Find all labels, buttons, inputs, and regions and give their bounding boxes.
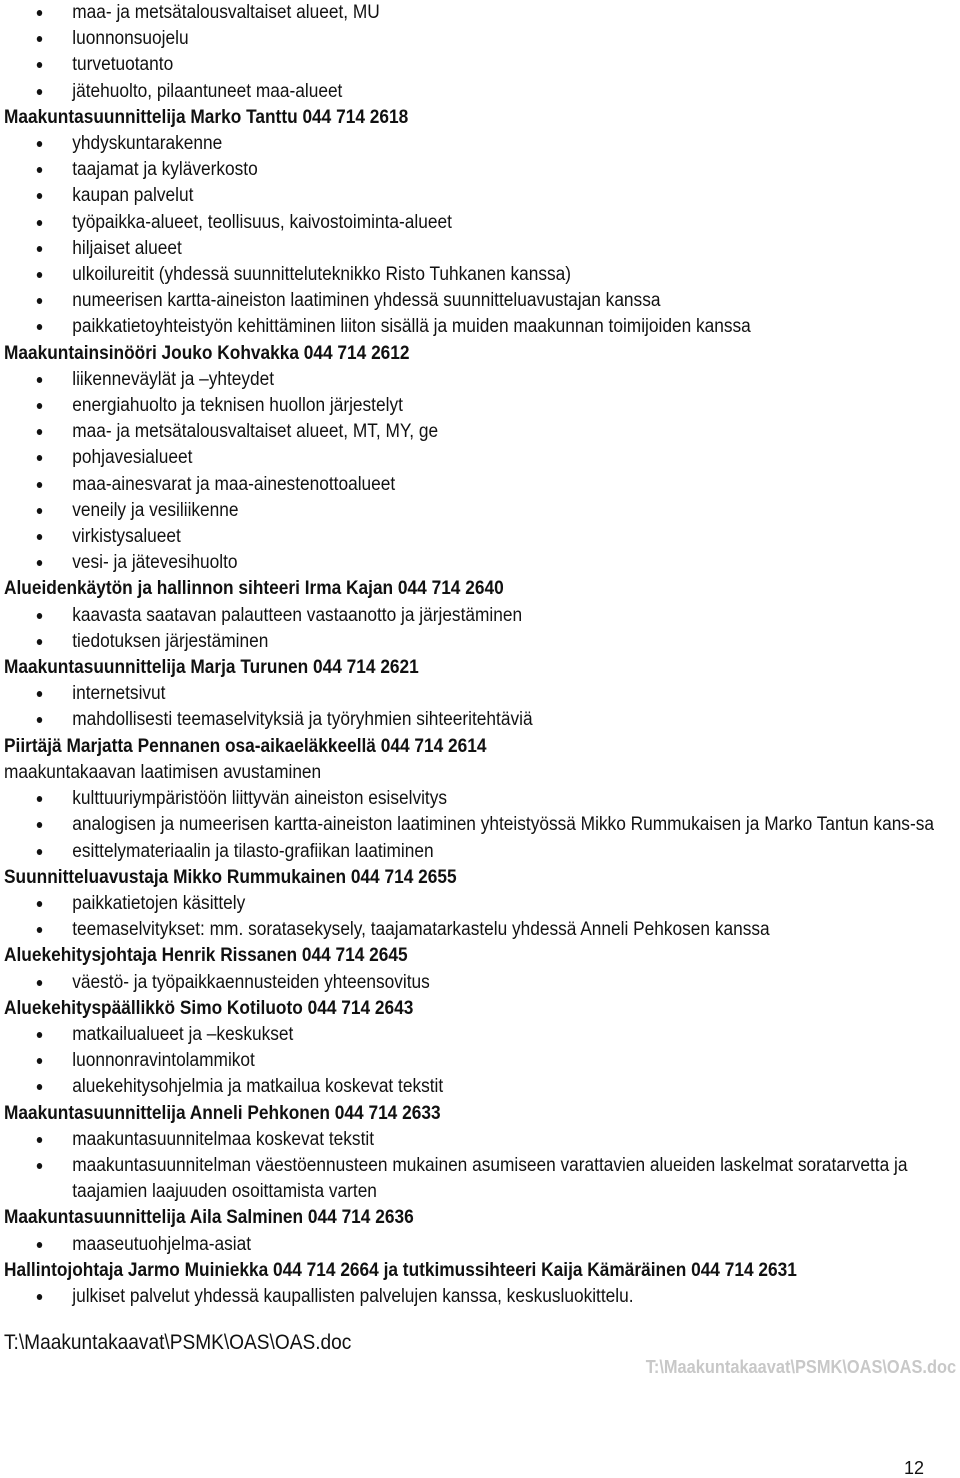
bullet-list-item <box>4 419 872 445</box>
bullet-dot-icon <box>37 849 42 855</box>
bullet-list-item <box>4 970 872 996</box>
bullet-text: maaseutuohjelma-asiat <box>72 1233 252 1255</box>
bullet-list-item <box>4 629 872 655</box>
bullet-list-item <box>4 917 872 943</box>
bullet-list-item <box>4 786 872 812</box>
bullet-list-item <box>4 236 872 262</box>
bullet-text: turvetuotanto <box>72 54 174 76</box>
bullet-list-item <box>4 839 872 865</box>
bullet-list-item <box>4 393 872 419</box>
bullet-dot-icon <box>37 246 42 252</box>
bullet-text: vesi- ja jätevesihuolto <box>72 552 238 574</box>
bullet-dot-icon <box>37 508 42 514</box>
bullet-list-item <box>4 79 872 105</box>
bullet-dot-icon <box>37 377 42 383</box>
bullet-list-item <box>4 603 872 629</box>
bullet-dot-icon <box>37 220 42 226</box>
bullet-dot-icon <box>37 193 42 199</box>
person-heading: Piirtäjä Marjatta Pennanen osa-aikaeläkkeellä 044 714 2614 <box>4 735 487 757</box>
bullet-text: virkistysalueet <box>72 526 181 548</box>
bullet-dot-icon <box>37 1137 42 1143</box>
bullet-list-item <box>4 183 872 209</box>
bullet-text: jätehuolto, pilaantuneet maa-alueet <box>72 80 343 102</box>
bullet-dot-icon <box>37 691 42 697</box>
bullet-dot-icon <box>37 796 42 802</box>
bullet-list-item <box>4 131 872 157</box>
bullet-list-item <box>4 1284 872 1310</box>
bullet-dot-icon <box>37 717 42 723</box>
bullet-text: teemaselvitykset: mm. soratasekysely, taajamatarkastelu yhdessä Anneli Pehkosen kanssa <box>72 919 770 941</box>
bullet-dot-icon <box>37 272 42 278</box>
person-heading: Maakuntasuunnittelija Marja Turunen 044 714 2621 <box>4 657 419 679</box>
bullet-text: liikenneväylät ja –yhteydet <box>72 368 275 390</box>
bullet-dot-icon <box>37 980 42 986</box>
bullet-dot-icon <box>37 298 42 304</box>
file-path-text: T:\Maakuntakaavat\PSMK\OAS\OAS.doc <box>4 1331 352 1354</box>
bullet-list-item <box>4 1153 949 1205</box>
bullet-text: luonnonsuojelu <box>72 28 189 50</box>
person-heading: Suunnitteluavustaja Mikko Rummukainen 044 714 2655 <box>4 866 457 888</box>
bullet-list-item <box>4 314 872 340</box>
bullet-list-item <box>4 52 872 78</box>
bullet-dot-icon <box>37 455 42 461</box>
bullet-text: kaavasta saatavan palautteen vastaanotto ja järjestäminen <box>72 604 523 626</box>
bullet-text: pohjavesialueet <box>72 447 193 469</box>
bullet-list-item <box>4 1232 872 1258</box>
bullet-list-item <box>4 891 872 917</box>
bullet-list-item <box>4 812 949 838</box>
bullet-text: kaupan palvelut <box>72 185 194 207</box>
bullet-list-item <box>4 157 872 183</box>
bullet-list-item <box>4 1074 872 1100</box>
person-heading: Maakuntasuunnittelija Anneli Pehkonen 044 714 2633 <box>4 1102 441 1124</box>
bullet-dot-icon <box>37 1294 42 1300</box>
bullet-list-item <box>4 210 872 236</box>
bullet-dot-icon <box>37 560 42 566</box>
bullet-text: julkiset palvelut yhdessä kaupallisten palvelujen kanssa, keskusluokittelu. <box>72 1285 634 1307</box>
bullet-dot-icon <box>37 403 42 409</box>
bullet-text: numeerisen kartta-aineiston laatiminen yhdessä suunnitteluavustajan kanssa <box>72 290 661 312</box>
bullet-text: maakuntasuunnitelmaa koskevat tekstit <box>72 1128 375 1150</box>
bullet-dot-icon <box>37 534 42 540</box>
bullet-text: aluekehitysohjelmia ja matkailua koskevat tekstit <box>72 1076 444 1098</box>
page-number: 12 <box>903 1458 924 1478</box>
bullet-dot-icon <box>37 141 42 147</box>
bullet-dot-icon <box>37 901 42 907</box>
footer-file-path: T:\Maakuntakaavat\PSMK\OAS\OAS.doc <box>645 1357 956 1377</box>
bullet-text: maa- ja metsätalousvaltaiset alueet, MT, MY, ge <box>72 421 439 443</box>
person-heading: Aluekehityspäällikkö Simo Kotiluoto 044 714 2643 <box>4 997 414 1019</box>
bullet-list-item <box>4 0 872 26</box>
bullet-text: mahdollisesti teemaselvityksiä ja työryhmien sihteeritehtäviä <box>72 709 533 731</box>
bullet-dot-icon <box>37 1084 42 1090</box>
bullet-dot-icon <box>37 822 42 828</box>
bullet-dot-icon <box>37 324 42 330</box>
bullet-dot-icon <box>37 10 42 16</box>
bullet-text: paikkatietoyhteistyön kehittäminen liiton sisällä ja muiden maakunnan toimijoiden kanssa <box>72 316 751 338</box>
bullet-text: energiahuolto ja teknisen huollon järjestelyt <box>72 395 403 417</box>
bullet-list-item <box>4 367 872 393</box>
person-heading: Maakuntainsinööri Jouko Kohvakka 044 714 2612 <box>4 342 410 364</box>
bullet-text: internetsivut <box>72 683 166 705</box>
bullet-text: väestö- ja työpaikkaennusteiden yhteensovitus <box>72 971 430 993</box>
bullet-dot-icon <box>37 1242 42 1248</box>
bullet-text: veneily ja vesiliikenne <box>72 499 239 521</box>
person-heading: Maakuntasuunnittelija Marko Tanttu 044 714 2618 <box>4 106 409 128</box>
document-body <box>4 0 934 1310</box>
bullet-text: kulttuuriympäristöön liittyvän aineiston esiselvitys <box>72 788 448 810</box>
bullet-dot-icon <box>37 613 42 619</box>
bullet-text: tiedotuksen järjestäminen <box>72 630 269 652</box>
bullet-text: yhdyskuntarakenne <box>72 133 223 155</box>
bullet-text: luonnonravintolammikot <box>72 1050 255 1072</box>
bullet-dot-icon <box>37 927 42 933</box>
person-heading: Hallintojohtaja Jarmo Muiniekka 044 714 2664 ja tutkimussihteeri Kaija Kämäräinen 044 714 2631 <box>4 1259 797 1281</box>
bullet-dot-icon <box>37 36 42 42</box>
bullet-dot-icon <box>37 429 42 435</box>
bullet-text: työpaikka-alueet, teollisuus, kaivostoiminta-alueet <box>72 211 452 233</box>
bullet-dot-icon <box>37 639 42 645</box>
bullet-text: matkailualueet ja –keskukset <box>72 1023 294 1045</box>
bullet-list-item <box>4 498 872 524</box>
bullet-list-item <box>4 1022 872 1048</box>
bullet-dot-icon <box>37 482 42 488</box>
bullet-dot-icon <box>37 1163 42 1169</box>
bullet-list-item <box>4 26 872 52</box>
bullet-list-item <box>4 1127 872 1153</box>
person-heading: Maakuntasuunnittelija Aila Salminen 044 714 2636 <box>4 1207 414 1229</box>
bullet-dot-icon <box>37 1058 42 1064</box>
bullet-list-item <box>4 472 872 498</box>
bullet-list-item <box>4 707 872 733</box>
bullet-text: hiljaiset alueet <box>72 237 182 259</box>
bullet-list-item <box>4 524 872 550</box>
bullet-text: ulkoilureitit (yhdessä suunnitteluteknikko Risto Tuhkanen kanssa) <box>72 264 572 286</box>
bullet-list-item <box>4 1048 872 1074</box>
bullet-dot-icon <box>37 89 42 95</box>
bullet-list-item <box>4 262 872 288</box>
bullet-text: maa- ja metsätalousvaltaiset alueet, MU <box>72 2 380 23</box>
bullet-list-item <box>4 550 872 576</box>
bullet-dot-icon <box>37 167 42 173</box>
bullet-list-item <box>4 445 872 471</box>
bullet-text: taajamat ja kyläverkosto <box>72 159 258 181</box>
bullet-list-item <box>4 681 872 707</box>
bullet-text: paikkatietojen käsittely <box>72 892 246 914</box>
person-heading: Aluekehitysjohtaja Henrik Rissanen 044 714 2645 <box>4 945 408 967</box>
bullet-list-item <box>4 288 872 314</box>
bullet-text: maakuntasuunnitelman väestöennusteen mukainen asumiseen varattavien alueiden laskelmat soratarvetta ja taajamien laajuuden osoittamista varten <box>72 1154 908 1203</box>
bullet-text: esittelymateriaalin ja tilasto-grafiikan laatiminen <box>72 840 434 862</box>
bullet-text: maa-ainesvarat ja maa-ainestenottoalueet <box>72 473 396 495</box>
bullet-text: analogisen ja numeerisen kartta-aineiston laatiminen yhteistyössä Mikko Rummukaisen ja Marko Tantun kans-sa <box>72 814 934 836</box>
person-heading: Alueidenkäytön ja hallinnon sihteeri Irma Kajan 044 714 2640 <box>4 578 504 600</box>
bullet-dot-icon <box>37 62 42 68</box>
plain-text-line: maakuntakaavan laatimisen avustaminen <box>4 761 322 783</box>
bullet-dot-icon <box>37 1032 42 1038</box>
